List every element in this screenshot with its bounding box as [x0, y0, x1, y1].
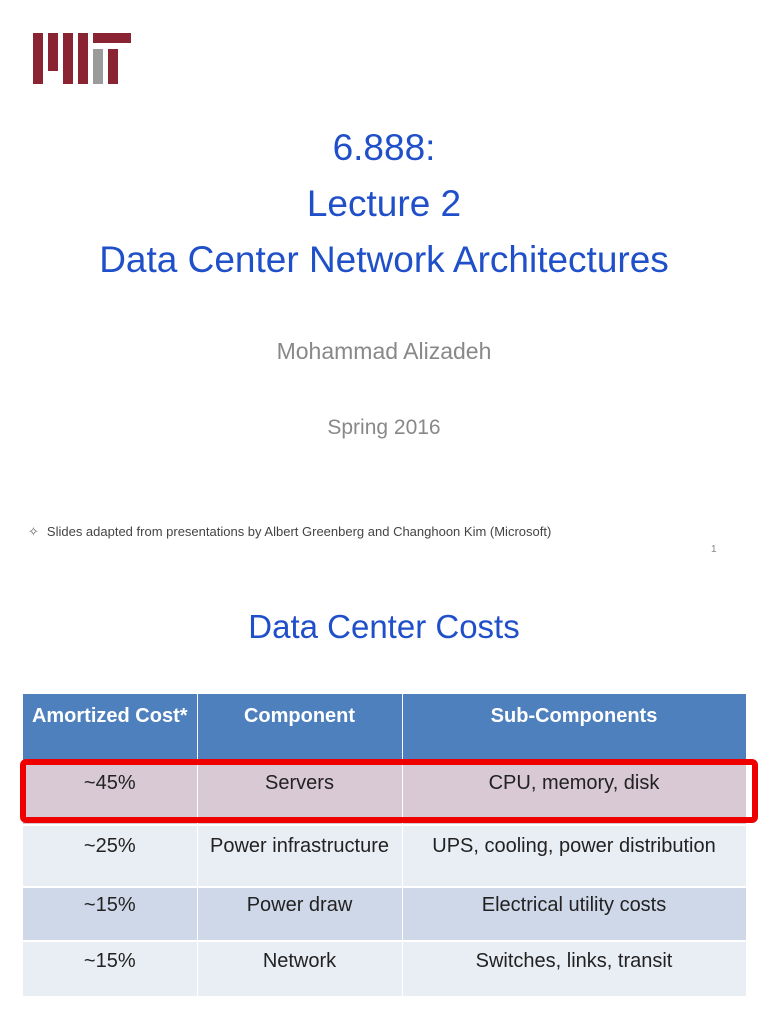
- cost-cell: ~25%: [23, 825, 197, 887]
- header-amortized-cost: Amortized Cost*: [23, 694, 197, 763]
- sub-components-cell: CPU, memory, disk: [402, 763, 746, 825]
- page-number: 1: [711, 544, 717, 555]
- component-cell: Power infrastructure: [197, 825, 402, 887]
- attribution-text: Slides adapted from presentations by Albert Greenberg and Changhoon Kim (Microsoft): [46, 524, 552, 539]
- mit-logo-icon: [33, 33, 131, 84]
- component-cell: Power draw: [197, 887, 402, 941]
- table-row: [23, 887, 746, 941]
- sub-components-cell: Electrical utility costs: [402, 887, 746, 941]
- cost-cell: ~15%: [23, 941, 197, 997]
- title-line-lecture: Lecture 2: [306, 183, 462, 224]
- author-name: Mohammad Alizadeh: [276, 338, 492, 364]
- header-sub-components: Sub-Components: [402, 694, 746, 763]
- table-row: [23, 825, 746, 887]
- cost-table: [23, 694, 747, 998]
- attribution-note: [28, 524, 551, 540]
- servers-row-highlight-box: [20, 759, 758, 823]
- cost-cell: ~15%: [23, 887, 197, 941]
- slide-title: Data Center Costs: [248, 608, 520, 645]
- table-row: [23, 941, 746, 997]
- lecture-date: Spring 2016: [327, 416, 441, 439]
- title-line-course: 6.888:: [332, 127, 436, 168]
- component-cell: Network: [197, 941, 402, 997]
- sparkle-bullet-icon: ✧: [28, 524, 39, 539]
- slide-2: [0, 570, 768, 1024]
- title-line-topic: Data Center Network Architectures: [99, 239, 669, 280]
- component-cell: Servers: [197, 763, 402, 825]
- table-header-row: [23, 694, 746, 763]
- header-component: Component: [197, 694, 402, 763]
- slide-title: [0, 120, 768, 288]
- cost-cell: ~45%: [23, 763, 197, 825]
- sub-components-cell: Switches, links, transit: [402, 941, 746, 997]
- sub-components-cell: UPS, cooling, power distribution: [402, 825, 746, 887]
